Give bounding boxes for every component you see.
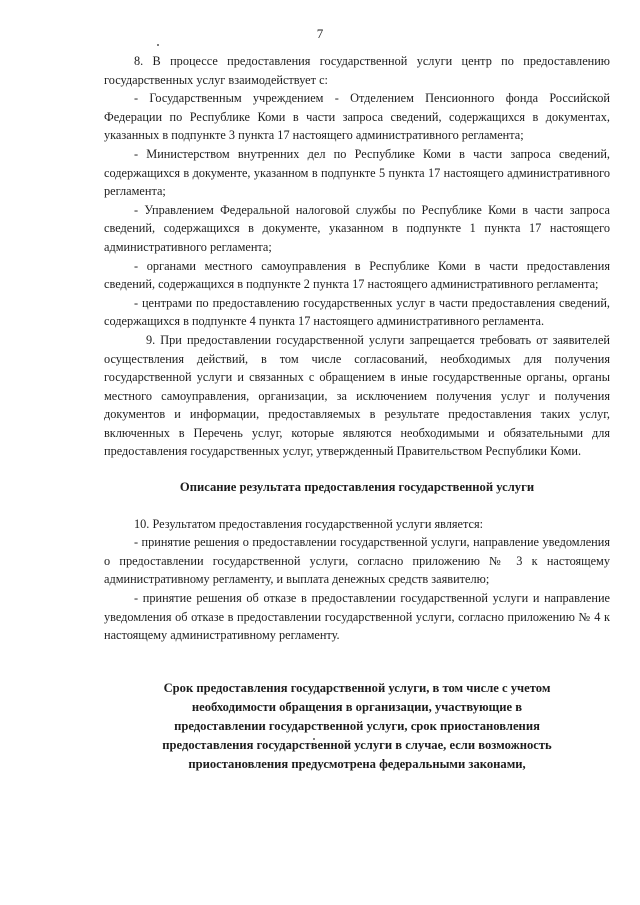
- list-item-pension-fund: - Государственным учреждением - Отделением Пенсионного фонда Российской Федерации по Республике Коми в части запроса сведений, содержащихся в документах, указанных в подпункте 3 пункта 17 настоящего административного регламента;: [104, 91, 610, 143]
- list-item-refusal-decision: - принятие решения об отказе в предоставлении государственной услуги и направление уведомления об отказе в предоставлении государственной услуги, согласно приложению № 4 к настоящему административному регламенту.: [104, 591, 610, 643]
- list-item-service-centers: - центрами по предоставлению государственных услуг в части предоставления сведений, содержащихся в подпункте 4 пункта 17 настоящего административного регламента.: [104, 295, 610, 329]
- list-item-interior-ministry: - Министерством внутренних дел по Республике Коми в части запроса сведений, содержащихся в документе, указанном в подпункте 5 пункта 17 настоящего административного регламента;: [104, 146, 610, 199]
- paragraph-8: 8. В процессе предоставления государственной услуги центр по предоставлению государственных услуг взаимодействует с:: [104, 54, 610, 87]
- paragraph-10: 10. Результатом предоставления государственной услуги является:: [134, 516, 484, 531]
- section-heading-result: Описание результата предоставления государственной услуги: [179, 480, 535, 495]
- paragraph-9: 9. При предоставлении государственной услуги запрещается требовать от заявителей осуществления действий, в том числе согласований, необходимых для получения государственной услуги и связанных с обращением в иные государственные органы, органы местного самоуправления, организации, за исключением получения услуг и получения документов и информации, предоставляемых в результате предоставления таких услуг, включенных в Перечень услуг, которые являются необходимыми и обязательными для предоставления государственных услуг, утвержденный Правительством Республики Коми.: [104, 332, 610, 459]
- scan-speck: [157, 44, 159, 46]
- heading-line: предоставлении государственной услуги, срок приостановления: [174, 718, 540, 733]
- heading-line: приостановления предусмотрена федеральными законами,: [188, 756, 526, 771]
- list-item-local-government: - органами местного самоуправления в Республике Коми в части предоставления сведений, содержащихся в подпункте 2 пункта 17 настоящего административного регламента;: [104, 258, 610, 292]
- section-heading-term: [104, 679, 610, 774]
- heading-line: необходимости обращения в организации, участвующие в: [191, 699, 523, 714]
- heading-line: предоставления государственной услуги в случае, если возможность: [162, 737, 552, 752]
- heading-line: Срок предоставления государственной услуги, в том числе с учетом: [163, 680, 551, 695]
- page-number: 7: [316, 26, 324, 41]
- list-item-tax-service: - Управлением Федеральной налоговой службы по Республике Коми в части запроса сведений, содержащихся в документе, указанном в подпункте 1 пункта 17 настоящего административного регламента;: [104, 202, 610, 254]
- list-item-approval-decision: - принятие решения о предоставлении государственной услуги, направление уведомления о предоставлении государственной услуги, согласно приложению № 3 к настоящему административному регламенту, и выплата денежных средств заявителю;: [104, 535, 610, 587]
- document-body: [104, 52, 610, 774]
